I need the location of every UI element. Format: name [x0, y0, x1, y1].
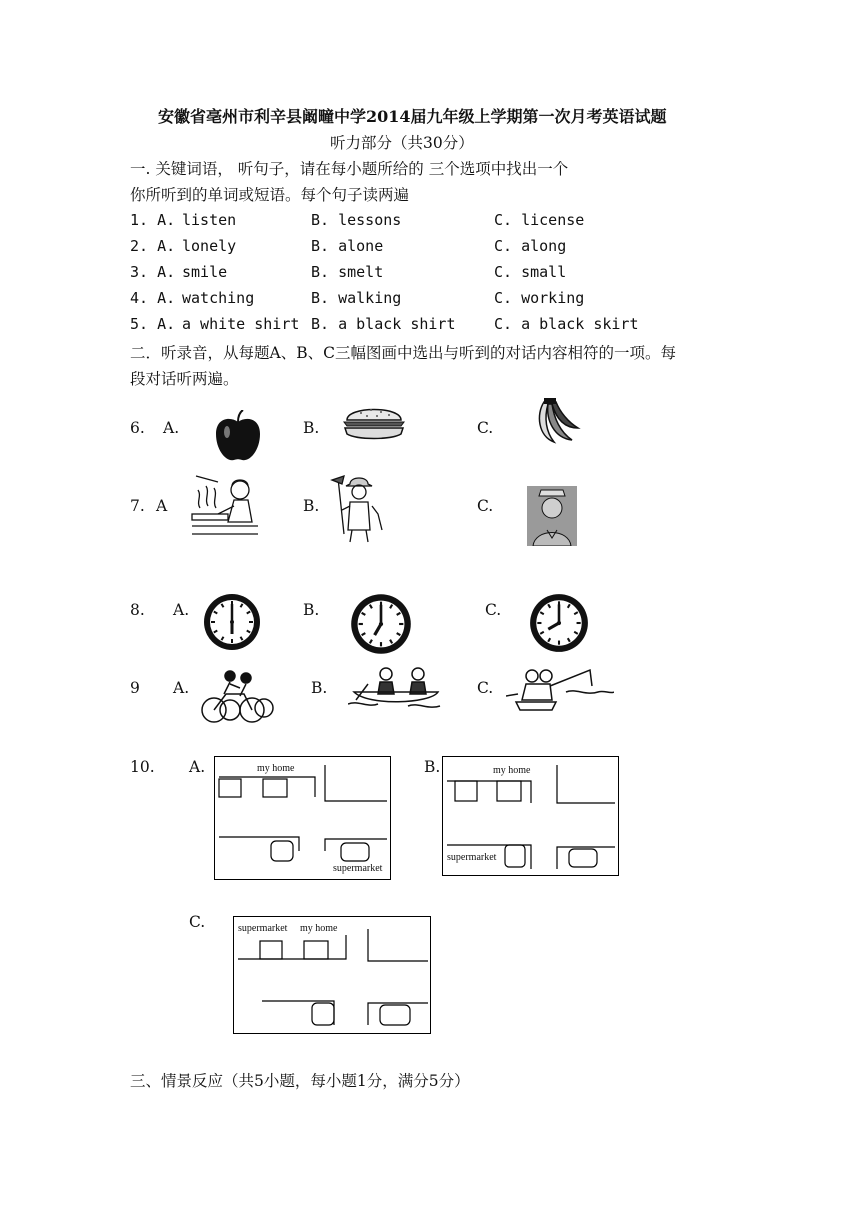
q3-num: 3. A.: [130, 263, 176, 281]
q3-option-a: smile: [182, 263, 228, 281]
q10-num: 10.: [130, 758, 155, 776]
q9-label-c: C.: [477, 679, 494, 697]
q10-label-a: A.: [189, 758, 206, 776]
q1-option-a: listen: [182, 211, 237, 229]
banana-icon: [530, 398, 582, 450]
q5-num: 5. A.: [130, 315, 176, 333]
section1-instruction-1: 一. 关键词语， 听句子，请在每小题所给的 三个选项中找出一个: [130, 160, 569, 178]
q9-label-a: A.: [173, 679, 190, 697]
q1-num: 1. A.: [130, 211, 176, 229]
q1-option-c: C. license: [494, 211, 585, 229]
page-subtitle: 听力部分（共30分）: [330, 134, 474, 152]
q9-num: 9: [130, 679, 140, 697]
map-a: [214, 756, 391, 880]
q7-num: 7.: [130, 497, 145, 515]
map-a-home-label: my home: [257, 763, 295, 774]
hamburger-icon: [341, 402, 407, 446]
map-b: [442, 756, 619, 876]
clock-icon-a: [201, 591, 263, 657]
cycling-icon: [200, 666, 276, 730]
q6-label-a: A.: [163, 419, 180, 437]
q8-num: 8.: [130, 601, 145, 619]
q8-label-c: C.: [485, 601, 502, 619]
map-c: [233, 916, 431, 1034]
q6-label-c: C.: [477, 419, 494, 437]
q10-label-b: B.: [424, 758, 441, 776]
map-c-supermarket-label: supermarket: [238, 923, 288, 934]
map-a-supermarket-label: supermarket: [333, 863, 383, 874]
q3-option-b: B. smelt: [311, 263, 384, 281]
q7-label-a: A: [156, 497, 168, 515]
q2-option-b: B. alone: [311, 237, 384, 255]
q9-label-b: B.: [311, 679, 328, 697]
q2-option-a: lonely: [182, 237, 237, 255]
q8-label-b: B.: [303, 601, 320, 619]
q5-option-b: B. a black shirt: [311, 315, 456, 333]
map-b-supermarket-label: supermarket: [447, 852, 497, 863]
map-b-home-label: my home: [493, 765, 531, 776]
q4-option-b: B. walking: [311, 289, 402, 307]
apple-icon: [212, 410, 264, 468]
q5-option-a: a white shirt: [182, 315, 300, 333]
q1-option-b: B. lessons: [311, 211, 402, 229]
q4-num: 4. A.: [130, 289, 176, 307]
q6-num: 6.: [130, 419, 145, 437]
q2-num: 2. A.: [130, 237, 176, 255]
section2-instruction-2: 段对话听两遍。: [130, 370, 239, 388]
q2-option-c: C. along: [494, 237, 567, 255]
cook-icon: [188, 472, 264, 544]
page-title: 安徽省亳州市利辛县阚疃中学2014届九年级上学期第一次月考英语试题: [158, 107, 667, 126]
map-c-home-label: my home: [300, 923, 338, 934]
q7-label-c: C.: [477, 497, 494, 515]
section2-instruction-1: 二．听录音，从每题A、B、C三幅图画中选出与听到的对话内容相符的一项。每: [130, 344, 676, 362]
clock-icon-c: [526, 591, 592, 659]
nurse-icon: [527, 486, 577, 550]
q7-label-b: B.: [303, 497, 320, 515]
q3-option-c: C. small: [494, 263, 567, 281]
farmer-icon: [328, 474, 386, 548]
section1-instruction-2: 你所听到的单词或短语。每个句子读两遍: [130, 186, 410, 204]
boating-icon: [348, 664, 442, 714]
q6-label-b: B.: [303, 419, 320, 437]
section3-heading: 三、情景反应（共5小题，每小题1分，满分5分）: [130, 1072, 470, 1090]
q4-option-a: watching: [182, 289, 255, 307]
q10-label-c: C.: [189, 913, 206, 931]
q5-option-c: C. a black skirt: [494, 315, 639, 333]
clock-icon-b: [347, 591, 415, 661]
q8-label-a: A.: [173, 601, 190, 619]
q4-option-c: C. working: [494, 289, 585, 307]
fishing-icon: [506, 666, 614, 718]
